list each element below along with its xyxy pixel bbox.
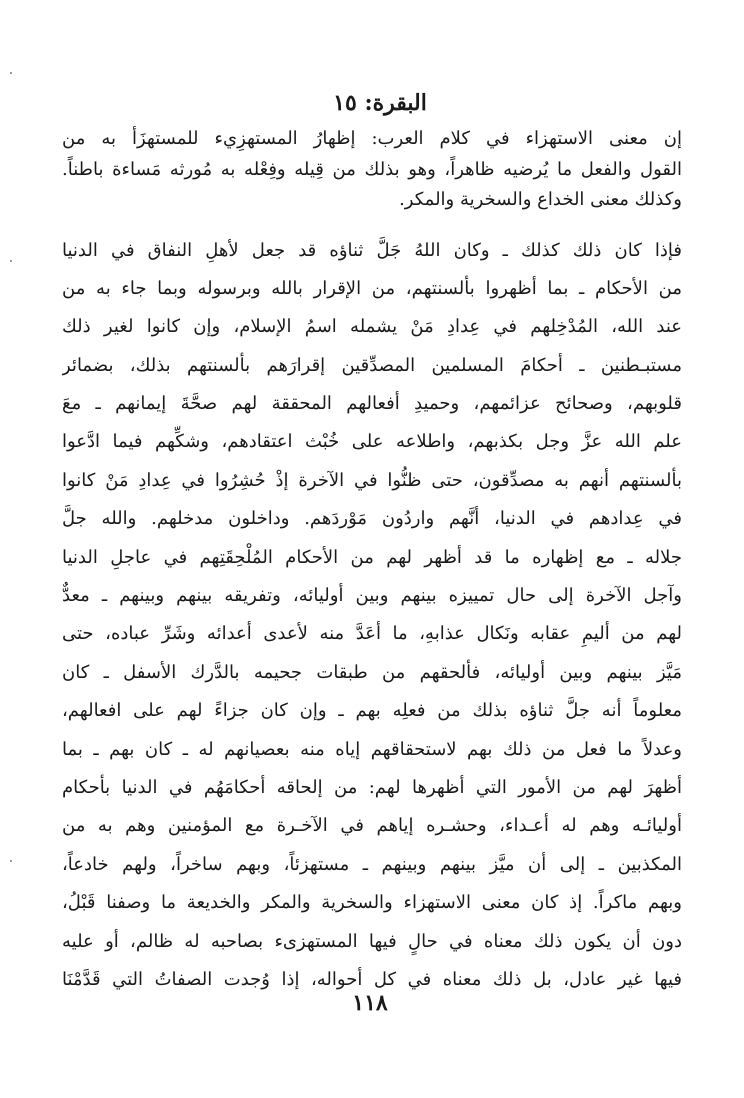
text-line: بألسنتهم أنهم به مصدِّقون، حتى ظنُّوا في الآخرة إذْ حُشِرُوا في عِدادِ مَنْ كانوا bbox=[62, 469, 682, 491]
text-line: من الأحكام ـ بما أظهروا بألسنتهم، من الإقرار بالله وبرسوله وبما جاء به من bbox=[62, 277, 682, 299]
paragraph-gap bbox=[62, 216, 682, 232]
text-line: فيها غير عادل، بل ذلك معناه في كل أحواله، إذا وُجدت الصفاتُ التي قَدَّمْنَا bbox=[62, 968, 682, 990]
text-line: وعدلاً ما فعل من ذلك بهم لاستحقاقهم إياه منه بعصيانهم له ـ كان بهم ـ بما bbox=[62, 738, 682, 760]
text-line: القول والفعل ما يُرضيه ظاهراً، وهو بذلك من قِيله وفِعْله به مُورثه مَساءة باطناً. bbox=[62, 158, 682, 180]
text-line: علم الله عزَّ وجل بكذبهم، واطلاعه على خُبْث اعتقادهم، وشكِّهم فيما ادَّعوا bbox=[62, 431, 682, 453]
text-line: وآجل الآخرة إلى حال تمييزه بينهم وبين أوليائه، وتفريقه بينهم وبينهم ـ معدٌّ bbox=[62, 585, 682, 607]
page-header bbox=[230, 88, 530, 118]
scan-speck bbox=[10, 860, 12, 862]
text-line: لهم من أليمِ عقابه ونَكال عذابهِ، ما أعَدَّ منه لأعدى أعدائه وشَرِّ عباده، حتى bbox=[62, 623, 682, 645]
text-line: المكذبين ـ إلى أن ميَّز بينهم وبينهم ـ مستهزئاً، وبهم ساخراً، ولهم خادعاً، bbox=[62, 853, 682, 875]
scan-speck bbox=[10, 72, 12, 74]
surah-verse-heading: البقرة: ١٥ bbox=[333, 90, 427, 116]
text-line: أوليائـه وهم له أعـداء، وحشـره إياهم في الآخـرة مع المؤمنين وهم به من bbox=[62, 815, 682, 837]
paragraph bbox=[62, 232, 682, 1000]
text-line: وكذلك معنى الخداع والسخرية والمكر. bbox=[399, 189, 682, 210]
text-line: دون أن يكون ذلك معناه في حالٍ فيها المستهزىء بصاحبه له ظالم، أو عليه bbox=[62, 930, 682, 952]
page-number: ١١٨ bbox=[352, 990, 388, 1016]
scan-speck bbox=[10, 260, 12, 262]
text-line: قلوبهم، وصحائح عزائمهم، وحميدِ أفعالهم المحققة لهم صحَّةَ إيمانهم ـ معَ bbox=[62, 393, 682, 415]
text-line: إن معنى الاستهزاء في كلام العرب: إظهارُ المستهزِيء للمستهزَأ به من bbox=[62, 128, 682, 149]
text-line: فإذا كان ذلك كذلك ـ وكان اللهُ جَلَّ ثناؤه قد جعل لأهلِ النفاق في الدنيا bbox=[62, 239, 682, 261]
text-line: معلوماً أنه جلَّ ثناؤه بذلك من فعلِه بهم ـ وإن كان جزاءً لهم على افعالهم، bbox=[62, 700, 682, 722]
text-line: جلاله ـ مع إظهاره ما قد أظهر لهم من الأحكام المُلْحِقَتِهم في عاجلِ الدنيا bbox=[62, 546, 682, 568]
paragraph bbox=[62, 124, 682, 216]
text-line: في عِدادهم في الدنيا، أنَّهم واردُون مَوْردَهم. وداخلون مدخلهم. والله جلَّ bbox=[62, 508, 682, 530]
text-line: عند الله، المُدْخِلهم في عِدادِ مَنْ يشمله اسمُ الإسلام، وإن كانوا لغير ذلك bbox=[62, 316, 682, 338]
body-text bbox=[62, 124, 682, 999]
text-line: أظهرَ لهم من الأمور التي أظهرها لهم: من إلحاقه أحكامَهُم في الدنيا بأحكام bbox=[62, 776, 682, 798]
text-line: مستبـطنين ـ أحكامَ المسلمين المصدِّقين إقرارَهم بألسنتهم بذلك، بضمائر bbox=[62, 354, 682, 376]
text-line: مَيَّز بينهم وبين أوليائه، فألحقهم من طبقات جحيمه بالدَّرك الأسفل ـ كان bbox=[62, 661, 682, 683]
text-line: وبهم ماكراً. إذ كان معنى الاستهزاء والسخرية والمكر والخديعة ما وصفنا قَبْلُ، bbox=[62, 892, 682, 914]
